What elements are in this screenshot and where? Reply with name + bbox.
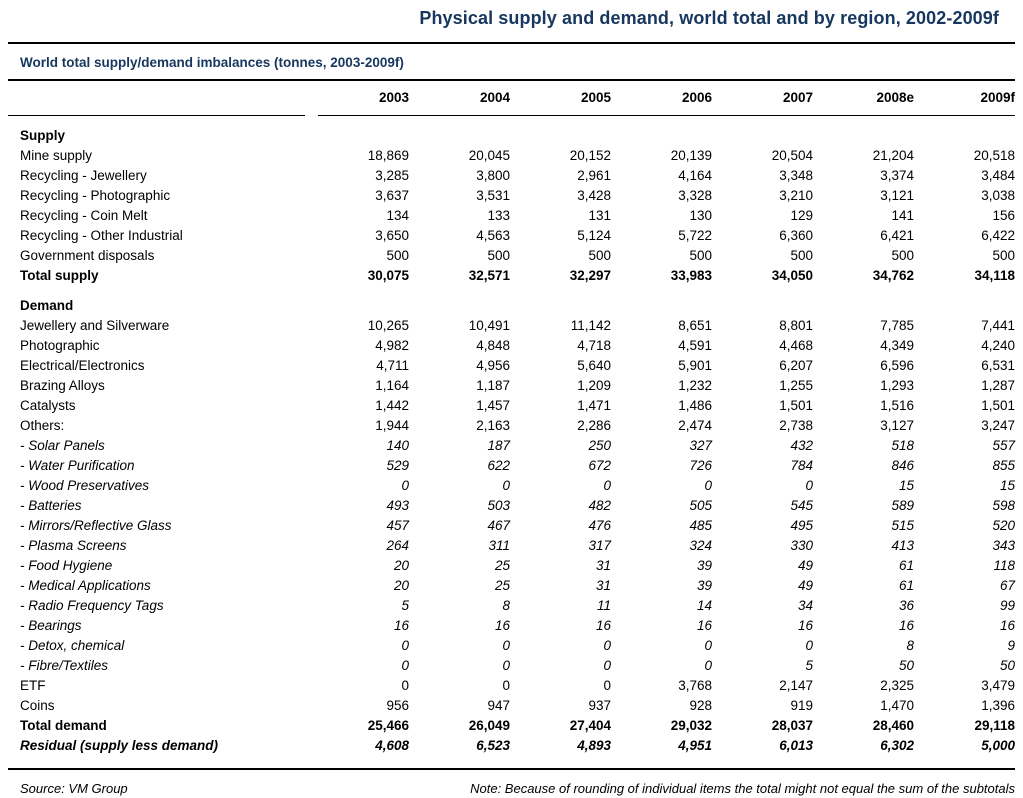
table-row	[8, 635, 1015, 655]
value-cell: 622	[487, 457, 510, 473]
value-cell: 39	[696, 557, 712, 573]
row-label: - Radio Frequency Tags	[20, 597, 164, 613]
row-label: Total demand	[20, 717, 107, 733]
table-row	[8, 355, 1015, 375]
value-cell: 2,738	[779, 417, 813, 433]
value-cell: 99	[999, 597, 1015, 613]
value-cell: 3,348	[779, 167, 813, 183]
header-row	[8, 81, 1015, 115]
value-cell: 500	[588, 247, 611, 263]
row-label: - Batteries	[20, 497, 82, 513]
value-cell: 6,596	[880, 357, 914, 373]
value-cell: 0	[401, 477, 409, 493]
source-note: Source: VM Group	[20, 780, 128, 796]
column-header: 2003	[378, 90, 409, 105]
value-cell: 7,785	[880, 317, 914, 333]
value-cell: 1,164	[375, 377, 409, 393]
data-table	[8, 81, 1015, 756]
row-label: Photographic	[20, 337, 100, 353]
value-cell: 0	[502, 637, 510, 653]
table-row	[8, 415, 1015, 435]
value-cell: 0	[401, 677, 409, 693]
value-cell: 3,428	[577, 187, 611, 203]
value-cell: 2,961	[577, 167, 611, 183]
value-cell: 11,142	[570, 317, 611, 333]
value-cell: 495	[790, 517, 813, 533]
value-cell: 956	[386, 697, 409, 713]
table-row	[8, 515, 1015, 535]
value-cell: 324	[689, 537, 712, 553]
value-cell: 529	[386, 457, 409, 473]
value-cell: 250	[588, 437, 611, 453]
row-label: Recycling - Other Industrial	[20, 227, 183, 243]
value-cell: 6,422	[981, 227, 1015, 243]
value-cell: 2,474	[678, 417, 712, 433]
value-cell: 31	[595, 557, 611, 573]
value-cell: 1,232	[678, 377, 712, 393]
value-cell: 503	[487, 497, 510, 513]
value-cell: 493	[386, 497, 409, 513]
table-row	[8, 615, 1015, 635]
header-underline	[8, 115, 1015, 117]
table-row	[8, 595, 1015, 615]
value-cell: 21,204	[872, 147, 914, 163]
value-cell: 6,013	[779, 737, 813, 753]
value-cell: 4,951	[678, 737, 712, 753]
table-row	[8, 295, 1015, 315]
row-label: - Mirrors/Reflective Glass	[20, 517, 172, 533]
value-cell: 20,518	[973, 147, 1015, 163]
column-header: 2004	[479, 90, 510, 105]
table-row	[8, 265, 1015, 285]
value-cell: 919	[790, 697, 813, 713]
value-cell: 3,650	[375, 227, 409, 243]
value-cell: 28,037	[771, 717, 813, 733]
table-row	[8, 675, 1015, 695]
value-cell: 36	[898, 597, 914, 613]
value-cell: 1,255	[779, 377, 813, 393]
table-body	[8, 116, 1015, 755]
row-label: - Medical Applications	[20, 577, 151, 593]
value-cell: 30,075	[367, 267, 409, 283]
table-row	[8, 575, 1015, 595]
row-label: Supply	[20, 127, 66, 143]
table-row	[8, 335, 1015, 355]
value-cell: 16	[595, 617, 611, 633]
value-cell: 25,466	[367, 717, 409, 733]
value-cell: 1,944	[375, 417, 409, 433]
value-cell: 156	[992, 207, 1015, 223]
value-cell: 1,471	[577, 397, 611, 413]
value-cell: 34,050	[771, 267, 813, 283]
table-row	[8, 125, 1015, 145]
value-cell: 589	[891, 497, 914, 513]
table-row	[8, 205, 1015, 225]
value-cell: 598	[992, 497, 1015, 513]
row-label: - Food Hygiene	[20, 557, 113, 573]
table-row	[8, 225, 1015, 245]
value-cell: 432	[790, 437, 813, 453]
value-cell: 15	[898, 477, 914, 493]
table-row	[8, 655, 1015, 675]
value-cell: 500	[487, 247, 510, 263]
row-label: Demand	[20, 297, 74, 313]
value-cell: 4,893	[577, 737, 611, 753]
value-cell: 3,328	[678, 187, 712, 203]
table-row	[8, 495, 1015, 515]
row-label: - Wood Preservatives	[20, 477, 150, 493]
value-cell: 1,486	[678, 397, 712, 413]
value-cell: 3,247	[981, 417, 1015, 433]
value-cell: 467	[487, 517, 510, 533]
value-cell: 4,608	[375, 737, 409, 753]
value-cell: 457	[386, 517, 409, 533]
value-cell: 317	[588, 537, 611, 553]
value-cell: 5,640	[577, 357, 611, 373]
value-cell: 1,287	[981, 377, 1015, 393]
value-cell: 9	[1007, 637, 1015, 653]
title-divider	[8, 42, 1015, 44]
value-cell: 20,139	[670, 147, 712, 163]
value-cell: 1,442	[375, 397, 409, 413]
value-cell: 8	[502, 597, 510, 613]
column-header: 2005	[580, 90, 611, 105]
value-cell: 2,325	[880, 677, 914, 693]
value-cell: 264	[386, 537, 409, 553]
table-row	[8, 245, 1015, 265]
value-cell: 130	[689, 207, 712, 223]
value-cell: 500	[992, 247, 1015, 263]
value-cell: 4,956	[476, 357, 510, 373]
header-underline-left	[8, 115, 305, 117]
value-cell: 133	[487, 207, 510, 223]
value-cell: 6,523	[476, 737, 510, 753]
value-cell: 1,501	[981, 397, 1015, 413]
rounding-note: Note: Because of rounding of individual items the total might not equal the sum of the subtotals	[470, 780, 1015, 796]
bottom-divider	[8, 768, 1015, 770]
value-cell: 3,210	[779, 187, 813, 203]
value-cell: 1,457	[476, 397, 510, 413]
value-cell: 11	[596, 597, 611, 613]
report-page	[0, 8, 1023, 796]
value-cell: 49	[797, 577, 813, 593]
value-cell: 134	[386, 207, 409, 223]
value-cell: 515	[891, 517, 914, 533]
value-cell: 50	[999, 657, 1015, 673]
value-cell: 2,147	[779, 677, 813, 693]
row-label: Recycling - Coin Melt	[20, 207, 148, 223]
table-row	[8, 535, 1015, 555]
value-cell: 118	[993, 557, 1015, 573]
header-underline-right	[318, 115, 1015, 117]
value-cell: 50	[898, 657, 914, 673]
value-cell: 518	[891, 437, 914, 453]
value-cell: 0	[502, 477, 510, 493]
value-cell: 500	[689, 247, 712, 263]
value-cell: 141	[891, 207, 914, 223]
row-label: - Water Purification	[20, 457, 135, 473]
value-cell: 937	[588, 697, 611, 713]
value-cell: 500	[891, 247, 914, 263]
value-cell: 1,187	[476, 377, 510, 393]
value-cell: 3,038	[981, 187, 1015, 203]
value-cell: 3,800	[476, 167, 510, 183]
value-cell: 330	[790, 537, 813, 553]
value-cell: 16	[494, 617, 510, 633]
value-cell: 26,049	[468, 717, 510, 733]
value-cell: 5,901	[678, 357, 712, 373]
value-cell: 34	[797, 597, 813, 613]
value-cell: 39	[696, 577, 712, 593]
value-cell: 8,801	[779, 317, 813, 333]
row-label: Recycling - Photographic	[20, 187, 171, 203]
value-cell: 16	[797, 617, 813, 633]
value-cell: 20,152	[569, 147, 611, 163]
row-label: Brazing Alloys	[20, 377, 105, 393]
value-cell: 20,504	[771, 147, 813, 163]
value-cell: 1,396	[981, 697, 1015, 713]
value-cell: 5,124	[577, 227, 611, 243]
value-cell: 1,501	[779, 397, 813, 413]
row-label: Recycling - Jewellery	[20, 167, 147, 183]
row-label: Government disposals	[20, 247, 155, 263]
value-cell: 545	[790, 497, 813, 513]
column-header: 2009f	[980, 90, 1015, 105]
value-cell: 413	[891, 537, 914, 553]
value-cell: 20	[393, 557, 409, 573]
value-cell: 1,209	[577, 377, 611, 393]
value-cell: 0	[704, 477, 712, 493]
value-cell: 16	[999, 617, 1015, 633]
value-cell: 2,163	[476, 417, 510, 433]
value-cell: 726	[689, 457, 712, 473]
value-cell: 3,531	[476, 187, 510, 203]
value-cell: 27,404	[569, 717, 611, 733]
value-cell: 928	[689, 697, 712, 713]
value-cell: 4,240	[981, 337, 1015, 353]
value-cell: 16	[898, 617, 914, 633]
value-cell: 500	[790, 247, 813, 263]
value-cell: 343	[992, 537, 1015, 553]
value-cell: 5,722	[678, 227, 712, 243]
value-cell: 846	[891, 457, 914, 473]
table-row	[8, 735, 1015, 755]
value-cell: 7,441	[981, 317, 1015, 333]
value-cell: 4,711	[376, 357, 409, 373]
table-row	[8, 475, 1015, 495]
value-cell: 29,032	[670, 717, 712, 733]
row-label: - Plasma Screens	[20, 537, 127, 553]
value-cell: 16	[696, 617, 712, 633]
value-cell: 18,869	[367, 147, 409, 163]
row-label: Coins	[20, 697, 55, 713]
value-cell: 16	[393, 617, 409, 633]
value-cell: 3,127	[880, 417, 914, 433]
value-cell: 6,302	[880, 737, 914, 753]
value-cell: 476	[588, 517, 611, 533]
table-row	[8, 455, 1015, 475]
value-cell: 4,349	[880, 337, 914, 353]
value-cell: 1,470	[880, 697, 914, 713]
value-cell: 557	[992, 437, 1015, 453]
row-label: Mine supply	[20, 147, 93, 163]
value-cell: 15	[999, 477, 1015, 493]
value-cell: 855	[992, 457, 1015, 473]
value-cell: 61	[898, 557, 914, 573]
value-cell: 672	[588, 457, 611, 473]
value-cell: 4,563	[476, 227, 510, 243]
value-cell: 187	[487, 437, 510, 453]
value-cell: 784	[790, 457, 813, 473]
value-cell: 28,460	[872, 717, 914, 733]
row-label: Catalysts	[20, 397, 76, 413]
value-cell: 4,164	[678, 167, 712, 183]
table-row	[8, 315, 1015, 335]
table-row	[8, 165, 1015, 185]
value-cell: 1,293	[880, 377, 914, 393]
row-label: Jewellery and Silverware	[20, 317, 170, 333]
value-cell: 8	[906, 637, 914, 653]
value-cell: 3,285	[375, 167, 409, 183]
value-cell: 3,484	[981, 167, 1015, 183]
value-cell: 10,491	[468, 317, 510, 333]
row-label: Residual (supply less demand)	[20, 737, 219, 753]
value-cell: 3,768	[678, 677, 712, 693]
value-cell: 129	[790, 207, 813, 223]
value-cell: 131	[588, 207, 611, 223]
table-row	[8, 145, 1015, 165]
value-cell: 0	[401, 657, 409, 673]
value-cell: 32,297	[569, 267, 611, 283]
value-cell: 0	[401, 637, 409, 653]
value-cell: 0	[603, 677, 611, 693]
value-cell: 140	[386, 437, 409, 453]
value-cell: 0	[502, 677, 510, 693]
value-cell: 3,374	[880, 167, 914, 183]
value-cell: 6,360	[779, 227, 813, 243]
value-cell: 61	[898, 577, 914, 593]
value-cell: 4,718	[577, 337, 611, 353]
value-cell: 34,118	[974, 267, 1015, 283]
value-cell: 485	[689, 517, 712, 533]
value-cell: 0	[805, 637, 813, 653]
value-cell: 1,516	[880, 397, 914, 413]
table-row	[8, 435, 1015, 455]
column-header: 2008e	[876, 90, 914, 105]
value-cell: 3,637	[375, 187, 409, 203]
value-cell: 25	[494, 577, 510, 593]
row-label: Electrical/Electronics	[20, 357, 145, 373]
value-cell: 520	[992, 517, 1015, 533]
value-cell: 327	[689, 437, 712, 453]
table-row	[8, 555, 1015, 575]
value-cell: 34,762	[872, 267, 914, 283]
value-cell: 6,531	[981, 357, 1015, 373]
page-title: Physical supply and demand, world total and by region, 2002-2009f	[419, 8, 999, 28]
value-cell: 482	[588, 497, 611, 513]
row-label: Others:	[20, 417, 65, 433]
value-cell: 25	[494, 557, 510, 573]
row-label: Total supply	[20, 267, 99, 283]
value-cell: 3,121	[880, 187, 914, 203]
value-cell: 5,000	[981, 737, 1015, 753]
value-cell: 0	[603, 477, 611, 493]
table-row	[8, 695, 1015, 715]
value-cell: 6,421	[880, 227, 914, 243]
value-cell: 2,286	[577, 417, 611, 433]
value-cell: 6,207	[779, 357, 813, 373]
row-label: - Solar Panels	[20, 437, 105, 453]
value-cell: 4,982	[375, 337, 409, 353]
value-cell: 0	[502, 657, 510, 673]
value-cell: 0	[704, 637, 712, 653]
row-label: ETF	[20, 677, 46, 693]
value-cell: 8,651	[678, 317, 712, 333]
value-cell: 20,045	[468, 147, 510, 163]
footer	[8, 781, 1015, 796]
value-cell: 4,591	[678, 337, 712, 353]
column-header: 2007	[782, 90, 813, 105]
value-cell: 67	[999, 577, 1015, 593]
value-cell: 14	[696, 597, 712, 613]
value-cell: 4,848	[476, 337, 510, 353]
value-cell: 49	[797, 557, 813, 573]
row-label: - Detox, chemical	[20, 637, 125, 653]
value-cell: 5	[805, 657, 813, 673]
table-row	[8, 395, 1015, 415]
value-cell: 32,571	[468, 267, 510, 283]
table-row	[8, 185, 1015, 205]
table-caption: World total supply/demand imbalances (tonnes, 2003-2009f)	[20, 55, 404, 70]
value-cell: 10,265	[367, 317, 409, 333]
value-cell: 29,118	[974, 717, 1015, 733]
value-cell: 0	[704, 657, 712, 673]
header-underline-gap	[305, 115, 318, 117]
value-cell: 33,983	[670, 267, 712, 283]
value-cell: 31	[595, 577, 611, 593]
value-cell: 505	[689, 497, 712, 513]
value-cell: 20	[393, 577, 409, 593]
value-cell: 500	[386, 247, 409, 263]
value-cell: 311	[488, 537, 510, 553]
value-cell: 4,468	[779, 337, 813, 353]
value-cell: 947	[487, 697, 510, 713]
column-header: 2006	[681, 90, 712, 105]
value-cell: 0	[603, 657, 611, 673]
row-label: - Fibre/Textiles	[20, 657, 109, 673]
value-cell: 5	[401, 597, 409, 613]
row-label: - Bearings	[20, 617, 82, 633]
value-cell: 0	[805, 477, 813, 493]
value-cell: 3,479	[981, 677, 1015, 693]
table-row	[8, 375, 1015, 395]
value-cell: 0	[603, 637, 611, 653]
table-row	[8, 715, 1015, 735]
